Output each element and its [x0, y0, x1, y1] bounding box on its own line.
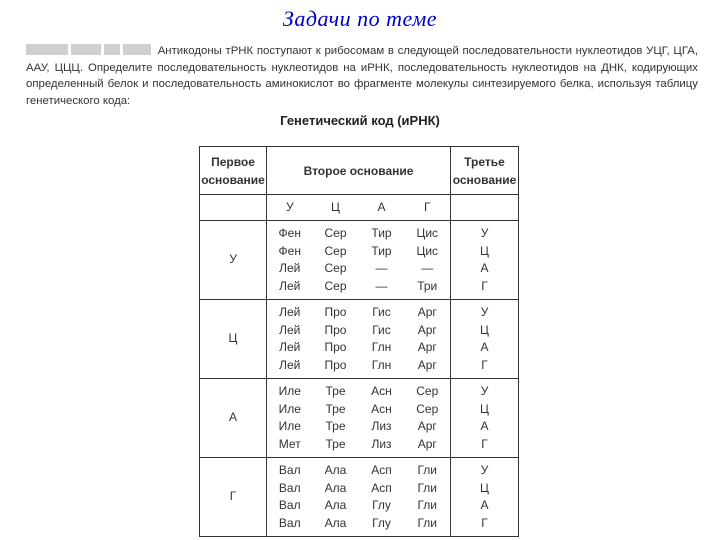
amino-acid: Гли [417, 515, 438, 530]
first-base-cell: Г [200, 458, 267, 537]
third-base-label: У [480, 305, 489, 319]
amino-acid: Глн [371, 340, 392, 354]
amino-acid: Арг [417, 305, 437, 319]
codon-group-row [200, 379, 519, 458]
third-base-label: У [480, 463, 489, 477]
amino-acid: Глн [371, 357, 392, 372]
second-base-label: А [359, 195, 405, 221]
amino-acid-cell [313, 458, 359, 537]
amino-acid: Арг [417, 357, 437, 372]
amino-acid: Тре [325, 436, 346, 451]
third-base-label: А [480, 340, 489, 354]
amino-acid: Вал [278, 515, 301, 530]
amino-acid: Лей [279, 340, 301, 354]
amino-acid-cell [405, 300, 451, 379]
third-base-label: Ц [480, 322, 489, 337]
codon-group-row [200, 300, 519, 379]
task-text-line-2: ЦЦЦ. Определите последовательность нуклеотидов на иРНК, последовательность нуклеотидов на ДНК, кодирующих определенный [26, 61, 698, 90]
amino-acid: Мет [278, 436, 301, 451]
amino-acid: — [375, 261, 388, 275]
amino-acid: Лей [279, 322, 301, 337]
third-base-cell [451, 300, 519, 379]
amino-acid: Ала [324, 480, 347, 495]
amino-acid: Сер [416, 384, 439, 398]
amino-acid: Лей [279, 305, 301, 319]
task-text-line-3: белок и последовательность аминокислот во фрагменте молекулы синтезируемого белка, используя таблицу генетического кода: [26, 78, 698, 107]
amino-acid: Лиз [371, 436, 392, 451]
amino-acid: Иле [278, 401, 301, 416]
amino-acid-cell [359, 221, 405, 300]
amino-acid: Арг [417, 436, 437, 451]
amino-acid: Про [324, 322, 347, 337]
slide-title: Задачи по теме [282, 6, 438, 31]
amino-acid: — [421, 261, 434, 275]
amino-acid: Лей [279, 261, 301, 275]
redacted-block [26, 44, 68, 55]
amino-acid: Гис [372, 305, 391, 319]
amino-acid: Глу [372, 498, 391, 512]
amino-acid-cell [313, 300, 359, 379]
amino-acid-cell [267, 458, 313, 537]
amino-acid: Три [417, 278, 438, 293]
amino-acid: Сер [324, 278, 347, 293]
amino-acid: Лиз [371, 419, 392, 433]
codon-group-row [200, 458, 519, 537]
amino-acid: Лей [279, 357, 301, 372]
codon-group-row [200, 221, 519, 300]
amino-acid-cell [405, 458, 451, 537]
third-base-label: А [480, 261, 489, 275]
third-base-cell [451, 221, 519, 300]
amino-acid-cell [267, 300, 313, 379]
third-base-label: А [480, 419, 489, 433]
third-base-label: Г [481, 278, 488, 293]
amino-acid: Асн [371, 384, 392, 398]
second-base-label: Ц [313, 195, 359, 221]
amino-acid-cell [405, 379, 451, 458]
amino-acid: Про [324, 305, 347, 319]
third-base-label: Ц [480, 243, 489, 258]
amino-acid: Сер [324, 226, 347, 240]
amino-acid: Фен [278, 243, 301, 258]
amino-acid: Вал [278, 463, 301, 477]
amino-acid: Асп [371, 463, 392, 477]
amino-acid: Гли [417, 480, 438, 495]
amino-acid: Лей [279, 278, 301, 293]
amino-acid: — [375, 278, 388, 293]
first-base-cell: У [200, 221, 267, 300]
amino-acid: Арг [417, 419, 437, 433]
amino-acid: Фен [278, 226, 301, 240]
amino-acid: Сер [324, 243, 347, 258]
amino-acid-cell [359, 300, 405, 379]
header-second-base: Второе основание [267, 147, 451, 195]
amino-acid: Сер [324, 261, 347, 275]
amino-acid-cell [267, 379, 313, 458]
header-first-base: Первое основание [200, 147, 267, 195]
task-text [26, 43, 698, 109]
amino-acid: Цис [416, 243, 439, 258]
amino-acid: Ала [324, 515, 347, 530]
genetic-code-table [199, 146, 519, 537]
amino-acid: Арг [417, 340, 437, 354]
amino-acid-cell [267, 221, 313, 300]
third-base-label: Г [481, 436, 488, 451]
amino-acid: Тре [325, 384, 346, 398]
amino-acid-cell [359, 379, 405, 458]
task-text-line-1: Антикодоны тРНК поступают к рибосомам в следующей последовательности нуклеотидов УЦГ, ЦГА, ААУ, [26, 45, 698, 74]
redacted-block [123, 44, 151, 55]
amino-acid: Иле [278, 419, 301, 433]
second-base-label: Г [405, 195, 451, 221]
amino-acid: Сер [416, 401, 439, 416]
amino-acid: Тре [325, 401, 346, 416]
third-base-label: Г [481, 357, 488, 372]
third-base-label: Г [481, 515, 488, 530]
amino-acid: Асн [371, 401, 392, 416]
header-blank-right [451, 195, 519, 221]
amino-acid: Глу [372, 515, 391, 530]
amino-acid: Тре [325, 419, 346, 433]
amino-acid: Тир [371, 243, 392, 258]
amino-acid-cell [405, 221, 451, 300]
third-base-label: Ц [480, 401, 489, 416]
amino-acid: Про [324, 340, 347, 354]
amino-acid-cell [313, 221, 359, 300]
amino-acid: Вал [278, 480, 301, 495]
third-base-cell [451, 379, 519, 458]
redacted-block [104, 44, 120, 55]
third-base-label: Ц [480, 480, 489, 495]
first-base-cell: А [200, 379, 267, 458]
amino-acid: Арг [417, 322, 437, 337]
amino-acid: Ала [324, 498, 347, 512]
amino-acid: Гис [372, 322, 391, 337]
first-base-cell: Ц [200, 300, 267, 379]
amino-acid: Про [324, 357, 347, 372]
amino-acid: Иле [278, 384, 301, 398]
table-caption: Генетический код (иРНК) [280, 113, 440, 128]
amino-acid: Вал [278, 498, 301, 512]
amino-acid: Асп [371, 480, 392, 495]
amino-acid-cell [313, 379, 359, 458]
third-base-cell [451, 458, 519, 537]
second-base-label: У [267, 195, 313, 221]
amino-acid-cell [359, 458, 405, 537]
third-base-label: А [480, 498, 489, 512]
third-base-label: У [480, 384, 489, 398]
amino-acid: Тир [371, 226, 392, 240]
amino-acid: Ала [324, 463, 347, 477]
amino-acid: Цис [416, 226, 439, 240]
redacted-block [71, 44, 101, 55]
header-blank-left [200, 195, 267, 221]
amino-acid: Гли [417, 498, 438, 512]
third-base-label: У [480, 226, 489, 240]
header-third-base: Третье основание [451, 147, 519, 195]
amino-acid: Гли [417, 463, 438, 477]
